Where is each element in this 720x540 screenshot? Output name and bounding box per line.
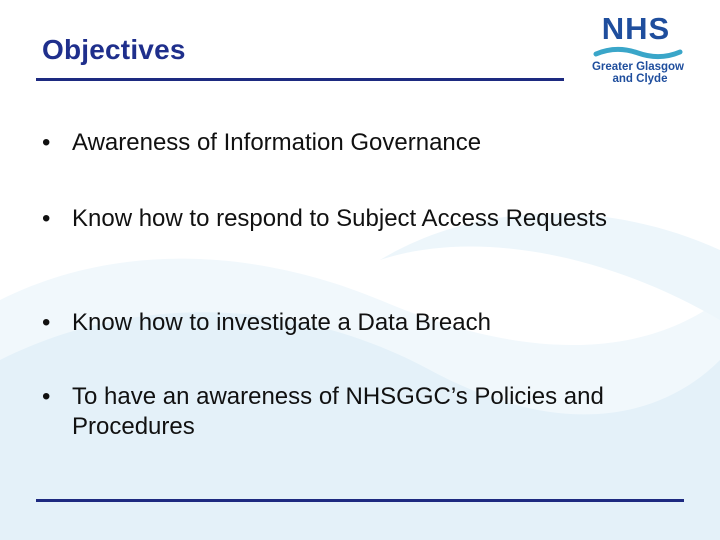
nhs-logo-text: NHS — [601, 11, 671, 46]
list-item — [42, 308, 491, 338]
bullet-marker: • — [42, 383, 51, 410]
bullet-marker: • — [42, 129, 51, 156]
nhs-logo — [590, 12, 690, 90]
bullet-marker: • — [42, 309, 51, 336]
bullet-text: Awareness of Information Governance — [72, 129, 482, 156]
list-item — [42, 204, 612, 234]
nhs-wave-icon — [590, 46, 686, 62]
nhs-logo-board-line1: Greater Glasgow — [591, 61, 685, 73]
bullet-text: To have an awareness of NHSGGC’s Policies and Procedures — [72, 383, 604, 440]
slide-title: Objectives — [42, 34, 186, 65]
bullet-marker: • — [42, 205, 51, 232]
bullet-text: Know how to respond to Subject Access Requests — [72, 205, 607, 232]
nhs-logo-board-line2: and Clyde — [612, 73, 668, 85]
list-item — [42, 382, 682, 442]
bullet-text: Know how to investigate a Data Breach — [72, 309, 491, 336]
list-item — [42, 128, 481, 158]
footer-divider — [36, 499, 684, 502]
title-divider — [36, 78, 564, 81]
